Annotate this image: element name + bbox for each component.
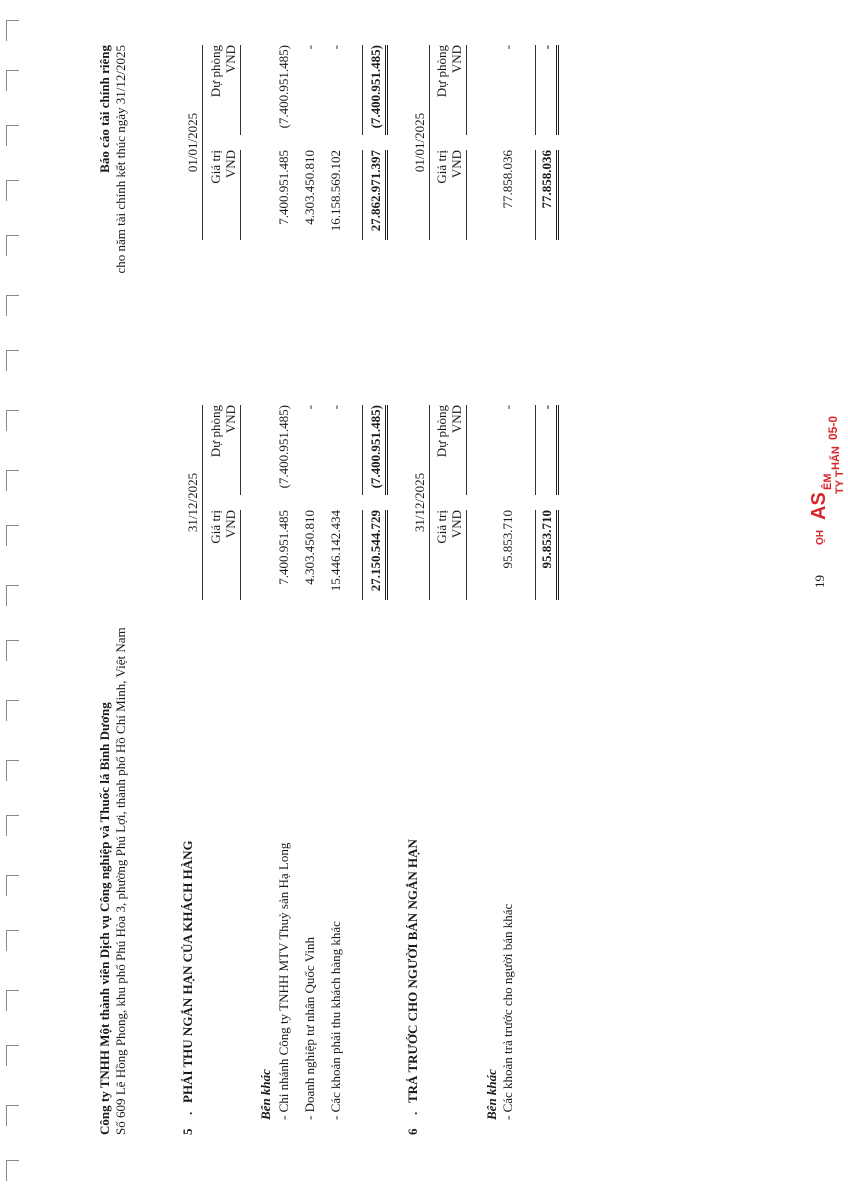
s5-double-line (385, 510, 388, 600)
row-provision-end: - (500, 405, 515, 410)
section6-dot: . (405, 1111, 420, 1115)
s6-value-unit-prev: VND (449, 150, 464, 179)
section5-title: PHẢI THU NGẮN HẠN CỦA KHÁCH HÀNG (180, 840, 195, 1103)
s5-provision-header-prev: Dự phòng (208, 45, 223, 98)
row-provision-start: - (500, 45, 515, 50)
s5-value-header: Giá trị (208, 510, 223, 544)
stamp-fragment: 05-0 (826, 415, 840, 440)
s5-total-line (362, 405, 363, 495)
page-number: 19 (812, 575, 827, 588)
s6-total-line (535, 405, 536, 495)
s6-double-line (556, 510, 559, 600)
s6-col-line (466, 510, 467, 600)
s6-provision-unit-prev: VND (449, 45, 464, 74)
stamp-fragment: HẤN (830, 446, 842, 470)
s6-value-unit: VND (449, 510, 464, 539)
s5-total-line (362, 45, 363, 135)
stamp-fragment: HỒ (813, 530, 824, 545)
stamp-fragment: ÊM (822, 473, 834, 490)
s5-col-line (240, 45, 241, 135)
row-label: - Chi nhánh Công ty TNHH MTV Thuỷ sản Hạ Long (276, 842, 291, 1120)
s6-provision-header-prev: Dự phòng (434, 45, 449, 98)
s6-col-line (466, 405, 467, 495)
s6-provision-header: Dự phòng (434, 405, 449, 458)
row-value-start: 77.858.036 (500, 150, 515, 209)
s6-total-line (535, 45, 536, 135)
s5-provision-unit-prev: VND (223, 45, 238, 74)
report-title: Báo cáo tài chính riêng (97, 45, 112, 173)
row-value-end: 15.446.142.434 (328, 510, 343, 592)
row-label: - Các khoản phải thu khách hàng khác (328, 921, 343, 1120)
s5-value-header-prev: Giá trị (208, 150, 223, 184)
row-value-start: 16.158.569.102 (328, 150, 343, 232)
s6-header-line (429, 45, 430, 240)
row-provision-start: (7.400.951.485) (276, 45, 291, 129)
row-provision-end: - (302, 405, 317, 410)
s6-period-end: 31/12/2025 (412, 472, 427, 533)
s5-col-line (240, 405, 241, 495)
s5-provision-header: Dự phòng (208, 405, 223, 458)
s5-value-unit-prev: VND (223, 150, 238, 179)
s5-double-line (385, 45, 388, 135)
row-provision-start: - (328, 45, 343, 50)
s6-double-line (556, 405, 559, 495)
row-value-end: 4.303.450.810 (302, 510, 317, 585)
s5-double-line (385, 150, 388, 240)
s6-provision-unit: VND (449, 405, 464, 434)
total-provision-start: (7.400.951.485) (368, 45, 383, 129)
stamp-fragment: AS (808, 492, 830, 520)
row-value-end: 7.400.951.485 (276, 510, 291, 585)
report-period: cho năm tài chính kết thúc ngày 31/12/2025 (113, 45, 128, 274)
s5-col-line (240, 150, 241, 240)
section5-number: 5 (180, 1128, 195, 1135)
row-value-end: 95.853.710 (500, 510, 515, 569)
total-provision-end: - (539, 405, 554, 410)
s6-double-line (556, 45, 559, 135)
company-name: Công ty TNHH Một thành viên Dịch vụ Công nghiệp và Thuốc lá Bình Dương (97, 702, 112, 1135)
row-provision-start: - (302, 45, 317, 50)
s5-header-line (202, 405, 203, 600)
row-label: - Doanh nghiệp tư nhân Quốc Vinh (302, 937, 317, 1120)
stamp-fragment: TY T (834, 470, 846, 494)
row-value-start: 7.400.951.485 (276, 150, 291, 225)
s6-double-line (556, 150, 559, 240)
row-provision-end: (7.400.951.485) (276, 405, 291, 489)
section5-dot: . (180, 1111, 195, 1115)
company-address: Số 609 Lê Hồng Phong, khu phố Phú Hòa 3, phường Phú Lợi, thành phố Hồ Chí Minh, Việt Nam (113, 627, 128, 1135)
row-value-start: 4.303.450.810 (302, 150, 317, 225)
section6-title: TRẢ TRƯỚC CHO NGƯỜI BÁN NGẮN HẠN (405, 839, 420, 1103)
s5-period-end: 31/12/2025 (185, 472, 200, 533)
row-provision-end: - (328, 405, 343, 410)
s6-group-label: Bên khác (484, 1069, 499, 1120)
total-provision-start: - (539, 45, 554, 50)
s6-col-line (466, 150, 467, 240)
row-label: - Các khoản trả trước cho người bán khác (500, 903, 515, 1120)
s5-total-line (362, 150, 363, 240)
s6-col-line (466, 45, 467, 135)
s5-group-label: Bên khác (258, 1069, 273, 1120)
s5-col-line (240, 510, 241, 600)
total-value-end: 27.150.544.729 (368, 510, 383, 592)
s5-double-line (385, 405, 388, 495)
s6-period-start: 01/01/2025 (412, 112, 427, 173)
s5-total-line (362, 510, 363, 600)
s5-period-start: 01/01/2025 (185, 112, 200, 173)
total-provision-end: (7.400.951.485) (368, 405, 383, 489)
s6-value-header-prev: Giá trị (434, 150, 449, 184)
s6-value-header: Giá trị (434, 510, 449, 544)
s6-header-line (429, 405, 430, 600)
total-value-start: 27.862.971.397 (368, 150, 383, 232)
s6-total-line (535, 150, 536, 240)
total-value-end: 95.853.710 (539, 510, 554, 569)
total-value-start: 77.858.036 (539, 150, 554, 209)
s5-value-unit: VND (223, 510, 238, 539)
section6-number: 6 (405, 1128, 420, 1135)
s5-header-line (202, 45, 203, 240)
s6-total-line (535, 510, 536, 600)
s5-provision-unit: VND (223, 405, 238, 434)
